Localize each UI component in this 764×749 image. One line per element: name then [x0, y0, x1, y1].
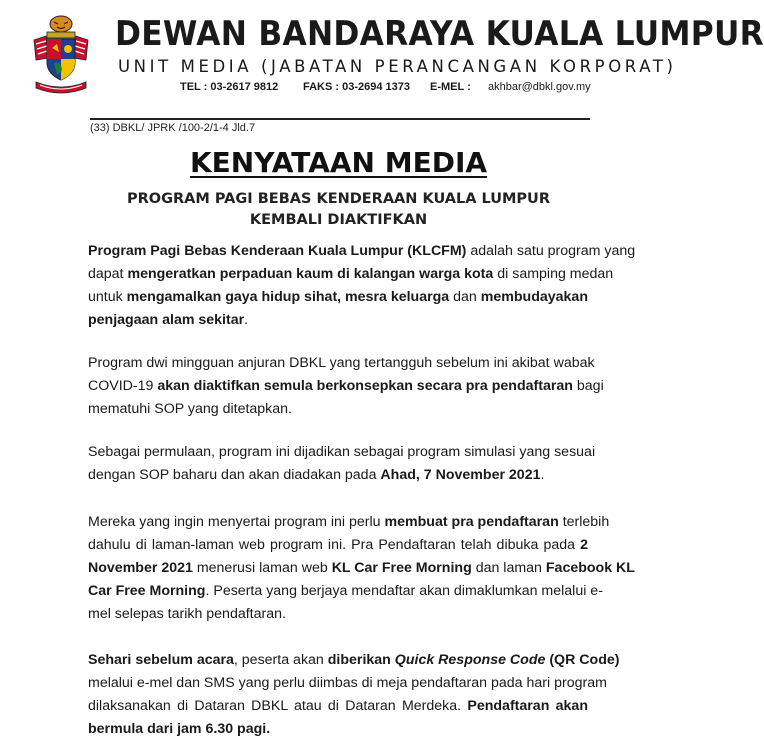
- reference-number: (33) DBKL/ JPRK /100-2/1-4 Jld.7: [90, 122, 256, 134]
- telephone: TEL : 03-2617 9812: [180, 81, 279, 93]
- letterhead: [0, 0, 764, 110]
- paragraph-3: Sebagai permulaan, program ini dijadikan sebagai program simulasi yang sesuai dengan SOP baharu dan akan diadakan pada Ahad, 7 November 2021.: [88, 444, 596, 483]
- paragraph-5: Sehari sebelum acara, peserta akan diberikan Quick Response Code (QR Code) melalui e-mel dan SMS yang perlu diimbas di meja pendaftaran pada hari program dilaksanakan di Dataran DBKL atau di Dataran Merdeka. Pendaftaran akan bermula dari jam 6.30 pagi.: [88, 652, 620, 737]
- reference-divider: [90, 118, 590, 120]
- dbkl-crest-icon: [30, 14, 92, 98]
- fax: FAKS : 03-2694 1373: [303, 81, 411, 93]
- paragraph-1: Program Pagi Bebas Kenderaan Kuala Lumpur (KLCFM) adalah satu program yang dapat mengeratkan perpaduan kaum di kalangan warga kota di samping medan untuk mengamalkan gaya hidup sihat, mesra keluarga dan membudayakan penjagaan alam sekitar.: [88, 243, 636, 328]
- organization-name: DEWAN BANDARAYA KUALA LUMPUR: [115, 14, 764, 54]
- subtitle-line-2: KEMBALI DIAKTIFKAN: [249, 212, 428, 228]
- organization-unit: UNIT MEDIA (JABATAN PERANCANGAN KORPORAT): [118, 57, 677, 76]
- email-address: akhbar@dbkl.gov.my: [488, 81, 591, 93]
- email: E-MEL :: [430, 81, 471, 93]
- subtitle-line-1: PROGRAM PAGI BEBAS KENDERAAN KUALA LUMPUR: [126, 191, 550, 207]
- paragraph-4: Mereka yang ingin menyertai program ini perlu membuat pra pendaftaran terlebih dahulu di laman-laman web program ini. Pra Pendaftaran telah dibuka pada 2 November 2021 menerusi laman web KL Car Free Morning dan laman Facebook KL Car Free Morning. Peserta yang berjaya mendaftar akan dimaklumkan melalui e- mel selepas tarikh pendaftaran.: [88, 514, 635, 622]
- paragraph-2: Program dwi mingguan anjuran DBKL yang tertangguh sebelum ini akibat wabak COVID-19 akan diaktifkan semula berkonsepkan secara pra pendaftaran bagi mematuhi SOP yang ditetapkan.: [88, 355, 604, 417]
- document-title: KENYATAAN MEDIA: [189, 146, 488, 179]
